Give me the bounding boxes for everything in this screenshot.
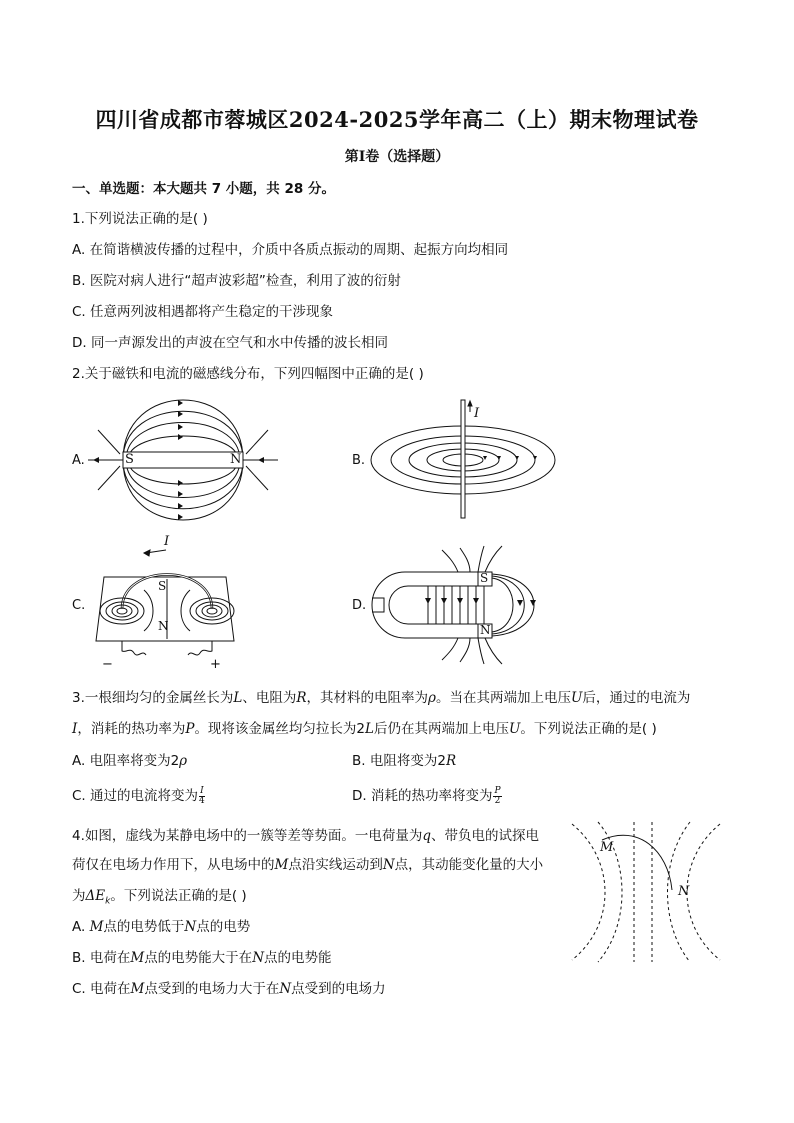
q2-label-d: D. [352,598,367,613]
q3-option-b: B. 电阻将变为2R [352,753,457,769]
q2-label-b: B. [352,453,366,468]
equipotential-lines [572,822,720,962]
loop-n-label: N [158,619,169,633]
page-title: 四川省成都市蓉城区2024-2025学年高二（上）期末物理试卷 [95,107,699,132]
loop-current-label: I [164,534,170,549]
q1-option-d: D. 同一声源发出的声波在空气和水中传播的波长相同 [72,335,388,351]
current-label: I [474,406,480,421]
u-magnet-outer [372,572,478,638]
q4-option-b: B. 电荷在M点的电势能大于在N点的电势能 [72,950,332,966]
q4-option-a: A. M点的电势低于N点的电势 [72,919,251,935]
section-subtitle: 第I卷（选择题） [344,149,450,165]
u-magnet-n-label: N [480,623,491,637]
q1-option-c: C. 任意两列波相遇都将产生稳定的干涉现象 [72,304,334,320]
field-circles-left [100,598,144,624]
inner-field-lines [428,586,484,624]
magnet-n-label: N [230,452,242,467]
point-m-label: M [600,840,614,855]
loop-minus-label: − [102,657,113,672]
q3-stem-line1: 3.一根细均匀的金属丝长为L、电阻为R，其材料的电阻率为ρ。当在其两端加上电压U后，通过的电流为 [72,690,691,706]
q3-option-a: A. 电阻率将变为2ρ [72,753,188,769]
q4-stem-line1: 4.如图，虚线为某静电场中的一簇等差等势面。一电荷量为q、带负电的试探电 [72,828,540,844]
section-heading: 一、单选题：本大题共 7 小题，共 28 分。 [72,181,335,197]
figure-equipotential [568,820,728,965]
q3-option-c: C. 通过的电流将变为 $\frac{I}{4}$ [72,785,205,806]
figure-current-loop [94,535,244,675]
q1-stem: 1.下列说法正确的是( ) [72,211,208,227]
loop-s-label: S [158,579,167,593]
q3-option-d: D. 消耗的热功率将变为 $\frac{P}{2}$ [352,785,501,806]
q4-option-c: C. 电荷在M点受到的电场力大于在N点受到的电场力 [72,981,386,997]
q1-option-a: A. 在简谐横波传播的过程中，介质中各质点振动的周期、起振方向均相同 [72,242,509,258]
loop-plus-label: + [210,657,221,672]
q2-stem: 2.关于磁铁和电流的磁感线分布，下列四幅图中正确的是( ) [72,366,424,382]
figure-u-magnet [370,542,550,670]
figure-bar-magnet [88,390,278,535]
point-n-label: N [678,884,690,899]
q4-stem-line2: 荷仅在电场力作用下，从电场中的M点沿实线运动到N点，其动能变化量的大小 [72,857,544,873]
wire [461,400,465,518]
q3-stem-line2: I，消耗的热功率为P。现将该金属丝均匀拉长为2L后仍在其两端加上电压U。下列说法正确的是( ) [72,721,657,737]
u-magnet-s-label: S [480,571,489,585]
field-circles-right [190,598,234,624]
magnet-s-label: S [125,452,134,467]
q2-label-c: C. [72,598,86,613]
q1-option-b: B. 医院对病人进行“超声波彩超”检查，利用了波的衍射 [72,273,401,289]
figure-straight-wire [368,398,558,523]
q4-stem-line3: 为$\Delta E_k$。下列说法正确的是( ) [72,888,247,907]
q2-label-a: A. [72,453,85,468]
bar-magnet [123,452,243,468]
